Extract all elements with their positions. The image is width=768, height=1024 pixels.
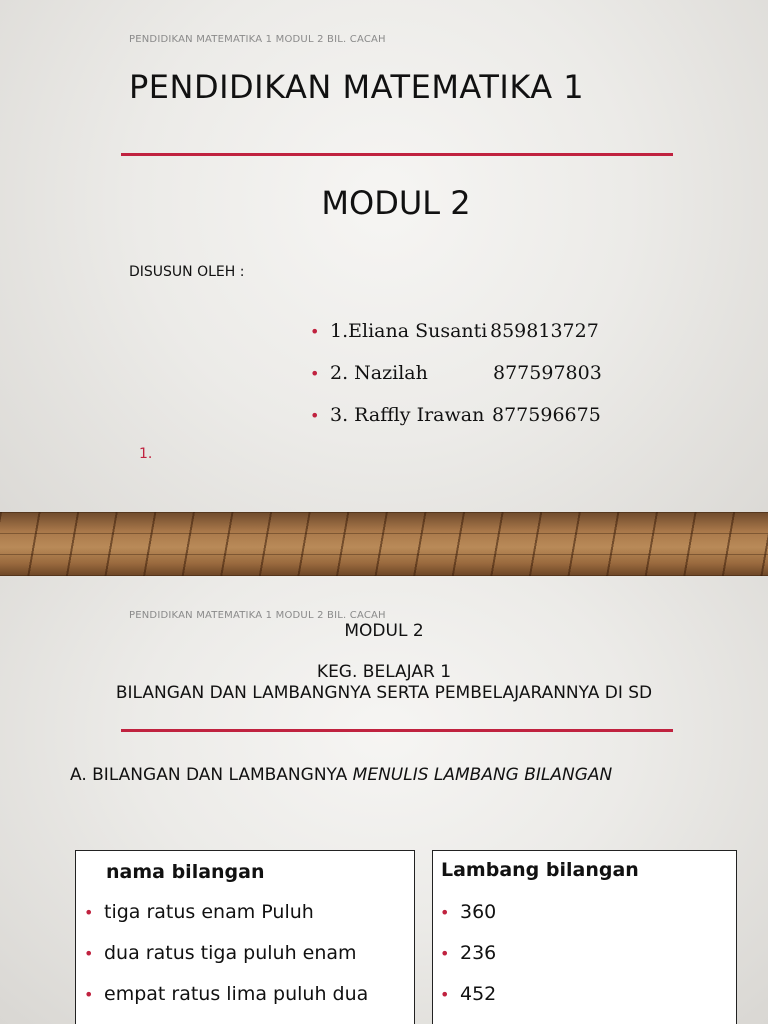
bullet-icon: • [84, 944, 94, 963]
slide-title-line3: BILANGAN DAN LAMBANGNYA SERTA PEMBELAJARANNYA DI SD [115, 683, 653, 703]
bullet-icon: • [310, 406, 320, 425]
title-divider [121, 153, 673, 156]
bullet-icon: • [310, 322, 320, 341]
slide-title: PENDIDIKAN MATEMATIKA 1 [129, 68, 585, 106]
section-italic: MENULIS LAMBANG BILANGAN [352, 765, 613, 785]
slide-header: PENDIDIKAN MATEMATIKA 1 MODUL 2 BIL. CACAH [129, 610, 386, 621]
author-name: 1.Eliana Susanti [330, 320, 488, 342]
bullet-icon: • [310, 364, 320, 383]
bullet-icon: • [440, 985, 450, 1004]
prepared-by-label: DISUSUN OLEH : [129, 264, 245, 280]
box-heading: nama bilangan [106, 861, 265, 883]
bullet-icon: • [84, 903, 94, 922]
section-heading [70, 765, 612, 785]
title-divider [121, 729, 673, 732]
slide-2 [0, 576, 768, 1024]
author-id: 859813727 [490, 320, 599, 342]
slide-title-line1: MODUL 2 [344, 621, 424, 641]
bullet-icon: • [440, 944, 450, 963]
wood-floor [0, 512, 768, 576]
author-id: 877597803 [493, 362, 602, 384]
slide-header: PENDIDIKAN MATEMATIKA 1 MODUL 2 BIL. CACAH [129, 34, 386, 45]
number-symbol-box: Lambang bilangan • 360 • 236 • 452 [432, 850, 737, 1024]
number-name-box: nama bilangan • tiga ratus enam Puluh • dua ratus tiga puluh enam • empat ratus lima puluh dua [75, 850, 415, 1024]
section-label: A. BILANGAN DAN LAMBANGNYA [70, 765, 348, 785]
author-name: 3. Raffly Irawan [330, 404, 485, 426]
list-number: 1. [139, 446, 153, 462]
bullet-icon: • [440, 903, 450, 922]
author-name: 2. Nazilah [330, 362, 428, 384]
slide-subtitle: MODUL 2 [321, 184, 471, 222]
box-heading: Lambang bilangan [441, 859, 639, 881]
author-id: 877596675 [492, 404, 601, 426]
slide-title-line2: KEG. BELAJAR 1 [316, 662, 452, 682]
bullet-icon: • [84, 985, 94, 1004]
